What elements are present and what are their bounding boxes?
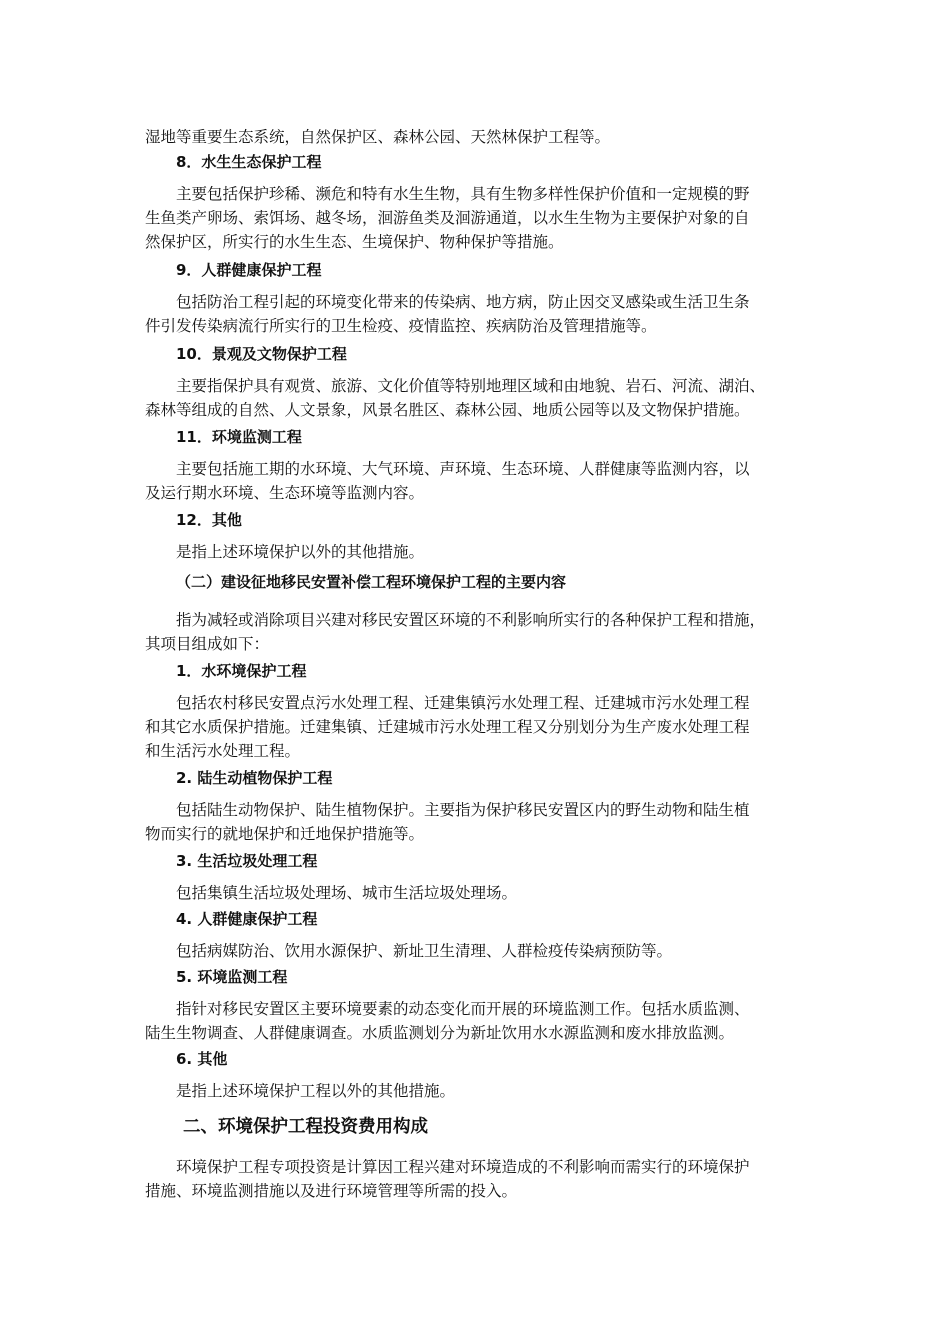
- section-heading: 12．其他: [176, 511, 242, 529]
- paragraph-line: 生鱼类产卵场、索饵场、越冬场，洄游鱼类及洄游通道，以水生生物为主要保护对象的自: [145, 209, 750, 227]
- paragraph-line: 物而实行的就地保护和迁地保护措施等。: [145, 825, 425, 843]
- chapter-heading: 二、环境保护工程投资费用构成: [183, 1117, 428, 1137]
- paragraph-line: 环境保护工程专项投资是计算因工程兴建对环境造成的不利影响而需实行的环境保护: [176, 1158, 750, 1176]
- section-heading: 2. 陆生动植物保护工程: [176, 769, 333, 787]
- paragraph-line: 森林等组成的自然、人文景象，风景名胜区、森林公园、地质公园等以及文物保护措施。: [145, 401, 750, 419]
- paragraph-line: 主要包括保护珍稀、濒危和特有水生生物，具有生物多样性保护价值和一定规模的野: [176, 185, 750, 203]
- section-heading: 6. 其他: [176, 1050, 228, 1068]
- section-heading: 8．水生生态保护工程: [176, 153, 322, 171]
- section-heading: 4. 人群健康保护工程: [176, 910, 318, 928]
- paragraph-line: 包括集镇生活垃圾处理场、城市生活垃圾处理场。: [176, 884, 518, 902]
- section-heading: 5. 环境监测工程: [176, 968, 288, 986]
- paragraph-line: 主要指保护具有观赏、旅游、文化价值等特别地理区域和由地貌、岩石、河流、湖泊、: [176, 377, 766, 395]
- paragraph-line: 包括农村移民安置点污水处理工程、迁建集镇污水处理工程、迁建城市污水处理工程: [176, 694, 750, 712]
- paragraph-line: 湿地等重要生态系统，自然保护区、森林公园、天然林保护工程等。: [145, 128, 611, 146]
- paragraph-line: 指为减轻或消除项目兴建对移民安置区环境的不利影响所实行的各种保护工程和措施，: [176, 611, 766, 629]
- section-heading: 3. 生活垃圾处理工程: [176, 852, 318, 870]
- paragraph-line: 陆生生物调查、人群健康调查。水质监测划分为新址饮用水水源监测和废水排放监测。: [145, 1024, 735, 1042]
- paragraph-line: 包括陆生动物保护、陆生植物保护。主要指为保护移民安置区内的野生动物和陆生植: [176, 801, 750, 819]
- paragraph-line: 然保护区，所实行的水生生态、生境保护、物种保护等措施。: [145, 233, 564, 251]
- section-heading: 1．水环境保护工程: [176, 662, 307, 680]
- subsection-heading: （二）建设征地移民安置补偿工程环境保护工程的主要内容: [176, 573, 567, 591]
- paragraph-line: 指针对移民安置区主要环境要素的动态变化而开展的环境监测工作。包括水质监测、: [176, 1000, 750, 1018]
- paragraph-line: 是指上述环境保护以外的其他措施。: [176, 543, 425, 561]
- paragraph-line: 及运行期水环境、生态环境等监测内容。: [145, 484, 425, 502]
- section-heading: 11．环境监测工程: [176, 428, 302, 446]
- paragraph-line: 和生活污水处理工程。: [145, 742, 301, 760]
- paragraph-line: 包括防治工程引起的环境变化带来的传染病、地方病，防止因交叉感染或生活卫生条: [176, 293, 750, 311]
- paragraph-line: 包括病媒防治、饮用水源保护、新址卫生清理、人群检疫传染病预防等。: [176, 942, 673, 960]
- paragraph-line: 措施、环境监测措施以及进行环境管理等所需的投入。: [145, 1182, 518, 1200]
- paragraph-line: 主要包括施工期的水环境、大气环境、声环境、生态环境、人群健康等监测内容，以: [176, 460, 750, 478]
- paragraph-line: 其项目组成如下：: [145, 635, 270, 653]
- paragraph-line: 是指上述环境保护工程以外的其他措施。: [176, 1082, 456, 1100]
- section-heading: 10．景观及文物保护工程: [176, 345, 347, 363]
- paragraph-line: 和其它水质保护措施。迁建集镇、迁建城市污水处理工程又分别划分为生产废水处理工程: [145, 718, 750, 736]
- section-heading: 9．人群健康保护工程: [176, 261, 322, 279]
- paragraph-line: 件引发传染病流行所实行的卫生检疫、疫情监控、疾病防治及管理措施等。: [145, 317, 657, 335]
